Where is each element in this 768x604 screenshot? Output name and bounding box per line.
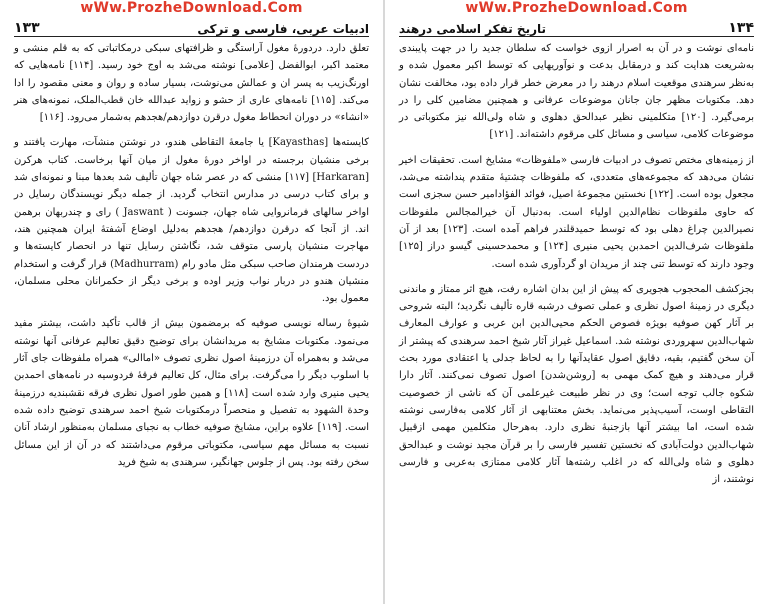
paragraph: تعلق دارد. دردورهٔ مغول آراستگی و ظرافتهای سبکی درمکاتباتی که به قلم منشی و معتمد اکبر، ابوالفضل [علامی] نوشته می‌شد به اوج خود رسید. [۱۱۴] نامه‌هایی که اورنگ‌زیب به پسر ان و عمالش می‌نوشت، بسیار ساده و روان و معنی مقصود را ادا می‌کند. [۱۱۵] نامه‌های عاری از حشو و زواید عبدالله خان قطب‌الملک، نمونه‌های هنر «انشاء» در دوران انحطاط مغول درقرن دوازدهم/هجدهم به‌شمار می‌رود. [۱۱۶]	[14, 43, 369, 124]
right-page	[385, 0, 768, 604]
page-number: ۱۳۴	[728, 20, 754, 36]
left-page-text	[14, 40, 369, 604]
left-page-header	[14, 18, 369, 37]
watermark: wWw.ProzheDownload.Com	[465, 0, 688, 16]
running-title: ادبیات عربی، فارسی و ترکی	[197, 22, 369, 36]
right-page-header	[399, 18, 754, 37]
running-title: تاریخ تفکر اسلامی درهند	[399, 22, 547, 36]
right-page-text	[399, 40, 754, 604]
paragraph: از زمینه‌های مختص تصوف در ادبیات فارسی «ملفوظات» مشایخ است. تحقیقات اخیر نشان می‌دهد که مجموعه‌های متعددی، که ملفوظات چشتیهٔ متقدم پنداشته می‌شد، مجعول بوده است. [۱۲۲] نخستین مجموعهٔ اصیل، فوائد الفؤادامیر حسن سجزی است که حاوی ملفوظات نظام‌الدین اولیاء است. به‌دنبال آن خیرالمجالس ملفوظات نصیرالدین چراغ دهلی بود که توسط حمیدقلندر فراهم آمده است. [۱۲۳] بعد از آن ملفوظات شرف‌الدین احمدبن یحیی‌ منیری [۱۲۴] و محمدحسینی گیسو دراز [۱۲۵] وجود دارند که توسط تنی چند از مریدان او گردآوری شده است.	[399, 154, 754, 270]
paragraph: شیوهٔ رساله نویسی صوفیه که برمضمون بیش از قالب تأکید داشت، بیشتر مفید می‌نمود. مکتوبات مشایخ به مریدانشان برای توضیح دقیق تعالیم عرفانی آنها نوشته می‌شد و به‌همراه آن درزمینهٔ اصول نظری تصوف «اماالی» همراه ملفوظات جای آثار با اسلوب دیگر را می‌گرفت. برای مثال، کل تعالیم فرقهٔ فردوسیه در نامه‌های احمدبن یحیی منیری وارد شده است [۱۱۸] و همین طور اصول نظری فرقه نقشبندیه درزمینهٔ وحدة الشهود به تفصیل و منحصراً درمکتوبات شیخ احمد سرهندی توضیح داده شده است. [۱۱۹] علاوه براین، مشایخ صوفیه خطاب به نجبای مسلمان به‌منظور ارشاد آنان نسبت به مسائل مهم سیاسی، مکتوباتی مرقوم می‌داشتند که در آن از این مسائل سخن رفته بود. پس از جلوس جهانگیر، سرهندی به شیخ فرید	[14, 318, 369, 468]
page-number: ۱۳۳	[14, 20, 40, 36]
paragraph: بجزکشف المحجوب هجویری که پیش از این بدان اشاره رفت، هیچ اثر ممتاز و ماندنی دیگری در زمینهٔ اصول نظری و عملی تصوف درشبه قاره تألیف نگردید؛ البته شروحی بر آثار کهن صوفیه بویژه فصوص الحکم محیی‌الدین ابن عربی و عوارف المعارف شهاب‌الدین سهروردی نوشته شد. اسماعیل غیراز آثار شیخ احمد سرهندی که پیشتر از آن سخن گفتیم، بقیه، دقایق اصول عقایدآنها را به لحاظ جدلی یا اعتقادی مورد بحث قرار می‌دهند و هیچ کمک مهمی به [روشن‌شدن] اصول تصوف نمی‌کنند. آثار دارا شکوه جالب توجه است؛ وی در نظر طبیعت غیرعلمی آن که ناشی از خصوصیت التقاطی اوست، آسیب‌پذیر می‌نماید. بخش معتنابهی از آثار کلامی به‌فارسی نوشته شده است، اما بیشتر آنها بازجنبهٔ نظری دارد. به‌هرحال متکلمین مهمی ازقبیل شهاب‌الدین دولت‌آبادی که نخستین تفسیر فارسی را بر قرآن مجید نوشت و عبدالحق دهلوی و شاه ولی‌الله که در اغلب رشته‌ها آثار کلامی ممتازی به‌عربی و فارسی نوشتند، از	[399, 283, 754, 486]
watermark: wWw.ProzheDownload.Com	[80, 0, 303, 16]
paragraph: کایسته‌ها [Kayasthas] یا جامعهٔ التقاطی هندو، در نوشتن منشآت، مهارت یافتند و برخی منشیان برجسته در اواخر دورهٔ مغول از میان آنها برخاست. کتاب هرکرن [Harkaran] [۱۱۷] منشی که در عصر شاه جهان تألیف شد بعدها مبنا و نمونه‌ای شد و برای کتاب درسی در مدارس انتخاب گردید. از جمله دیگر نویسندگان رسایل در اواخر سالهای فرمانروایی شاه جهان، جسونت ( Jaswant ) رای و چندربهان برهمن اند. از آنجا که درقرن دوازدهم/ هجدهم به‌دلیل اوضاع آشفتهٔ ایران همچنین هند، مهاجرت منشیان پارسی متوقف شد، نگاشتن رسایل تنها در انحصار کایسته‌ها و دردست هرمندان صاحب سبکی مثل مادو رام (Madhurram) قرار گرفت و استخدام منشیان هندو در دربار نواب وزیر اوده و برخی دیگر از حکمرانان محلی مسلمان، معمول بود.	[14, 137, 369, 305]
left-page	[0, 0, 383, 604]
paragraph: نامه‌ای نوشت و در آن به اصرار ازوی خواست که سلطان جدید را در جهت پایبندی به‌شریعت هدایت کند و درمقابل بدعت و نوآوریهایی که توسط اکبر معمول شده و به‌نظر سرهندی موقعیت اسلام درهند را در معرض خطر قرار داده بود، مخالفت نشان دهد. مکتوبات مظهر جان جانان موضوعات عرفانی و همچنین مضامین کلی را در برمی‌گیرد. [۱۲۰] متکلمینی نظیر عبدالحق دهلوی و شاه ولی‌الله نیز مکتوباتی در موضوعات کلامی، سیاسی و مسائل کلی مرقوم داشته‌اند. [۱۲۱]	[399, 43, 755, 141]
